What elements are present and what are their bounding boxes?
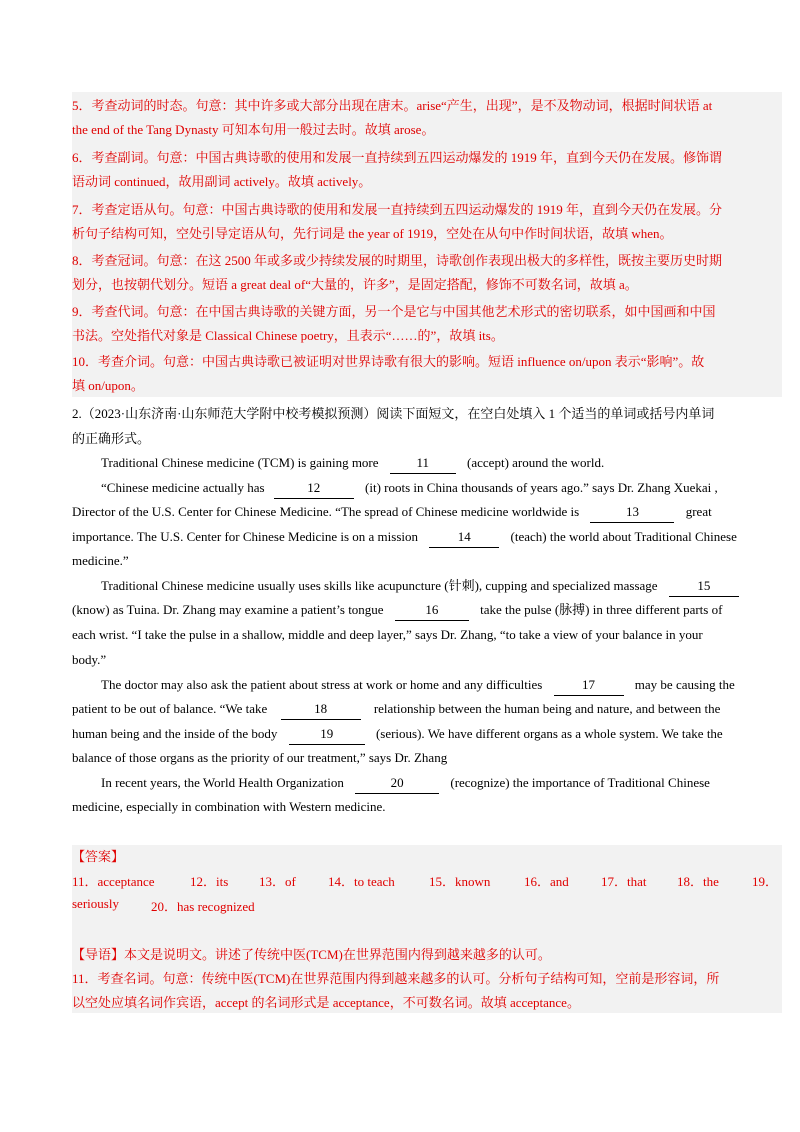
answer-item: seriously <box>72 896 119 911</box>
answer-item: 15．known <box>429 874 491 889</box>
blank-17[interactable]: 17 <box>554 675 624 696</box>
blank-14[interactable]: 14 <box>429 527 499 548</box>
explanation-line: 析句子结构可知，空处引导定语从句，先行词是 the year of 1919，空处在从句中作时间状语，故填 when。 <box>72 226 673 241</box>
passage-line: balance of those organs as the priority of our treatment,” says Dr. Zhang <box>72 750 448 765</box>
answer-label: 【答案】 <box>72 849 125 864</box>
answer-item: 19． <box>752 874 779 889</box>
passage-line: In recent years, the World Health Organization 20 (recognize) the importance of Traditional Chinese <box>101 773 782 794</box>
answer-item: 16．and <box>524 874 569 889</box>
passage-line: patient to be out of balance. “We take 18 relationship between the human being and nature, and between the <box>72 699 782 720</box>
question-header: 的正确形式。 <box>72 431 151 446</box>
blank-12[interactable]: 12 <box>274 478 354 499</box>
blank-16[interactable]: 16 <box>395 600 469 621</box>
blank-13[interactable]: 13 <box>590 502 674 523</box>
passage-line: The doctor may also ask the patient about stress at work or home and any difficulties 17 may be causing the <box>101 675 782 696</box>
passage-line: human being and the inside of the body 19 (serious). We have different organs as a whole system. We take the <box>72 724 782 745</box>
guide-line: 【导语】本文是说明文。讲述了传统中医(TCM)在世界范围内得到越来越多的认可。 <box>72 947 551 962</box>
explanation-line: 5．考查动词的时态。句意：其中许多或大部分出现在唐末。arise“产生，出现”，是不及物动词，根据时间状语 at <box>72 98 713 113</box>
explanation-line: 8．考查冠词。句意：在这 2500 年或多或少持续发展的时期里，诗歌创作表现出极大的多样性，既按主要历史时期 <box>72 253 723 268</box>
answer-item: 12．its <box>190 874 229 889</box>
passage-line: Traditional Chinese medicine (TCM) is gaining more 11 (accept) around the world. <box>101 453 782 474</box>
explanation-line: 6．考查副词。句意：中国古典诗歌的使用和发展一直持续到五四运动爆发的 1919 年，直到今天仍在发展。修饰谓 <box>72 150 723 165</box>
passage-line: (know) as Tuina. Dr. Zhang may examine a patient’s tongue 16 take the pulse (脉搏) in three different parts of <box>72 600 782 621</box>
explanation-line: 10．考查介词。句意：中国古典诗歌已被证明对世界诗歌有很大的影响。短语 influence on/upon 表示“影响”。故 <box>72 354 705 369</box>
blank-18[interactable]: 18 <box>281 699 361 720</box>
blank-15[interactable]: 15 <box>669 576 739 597</box>
answer-item: 14．to teach <box>328 874 395 889</box>
answer-item: 17．that <box>601 874 647 889</box>
passage-line: Traditional Chinese medicine usually uses skills like acupuncture (针刺), cupping and specialized massage 15 <box>101 576 800 597</box>
explanation-line: 语动词 continued，故用副词 actively。故填 actively。 <box>72 174 372 189</box>
answer-item: 18．the <box>677 874 719 889</box>
explanation-line: 7．考查定语从句。句意：中国古典诗歌的使用和发展一直持续到五四运动爆发的 1919 年，直到今天仍在发展。分 <box>72 202 723 217</box>
passage-line: medicine, especially in combination with Western medicine. <box>72 799 386 814</box>
blank-19[interactable]: 19 <box>289 724 365 745</box>
passage-line: “Chinese medicine actually has 12 (it) roots in China thousands of years ago.” says Dr. Zhang Xuekai , <box>101 478 782 499</box>
blank-20[interactable]: 20 <box>355 773 439 794</box>
passage-line: body.” <box>72 652 107 667</box>
explanation-line: 9．考查代词。句意：在中国古典诗歌的关键方面，另一个是它与中国其他艺术形式的密切联系，如中国画和中国 <box>72 304 716 319</box>
passage-line: Director of the U.S. Center for Chinese Medicine. “The spread of Chinese medicine worldwide is 13 great <box>72 502 782 523</box>
explanation-line: 书法。空处指代对象是 Classical Chinese poetry，且表示“……的”，故填 its。 <box>72 328 504 343</box>
explanation-line: 11．考查名词。句意：传统中医(TCM)在世界范围内得到越来越多的认可。分析句子结构可知，空前是形容词，所 <box>72 971 720 986</box>
explanation-line: 划分，也按朝代划分。短语 a great deal of“大量的，许多”，是固定搭配，修饰不可数名词，故填 a。 <box>72 277 638 292</box>
explanation-line: 填 on/upon。 <box>72 378 144 393</box>
explanation-line: the end of the Tang Dynasty 可知本句用一般过去时。故填 arose。 <box>72 122 435 137</box>
answer-item: 11．acceptance <box>72 874 155 889</box>
passage-line: medicine.” <box>72 553 129 568</box>
answer-item: 13．of <box>259 874 296 889</box>
passage-line: each wrist. “I take the pulse in a shallow, middle and deep layer,” says Dr. Zhang, “to take a view of your balance in your <box>72 627 703 642</box>
answer-item: 20．has recognized <box>151 899 255 914</box>
question-header: 2.（2023·山东济南·山东师范大学附中校考模拟预测）阅读下面短文，在空白处填入 1 个适当的单词或括号内单词 <box>72 406 715 421</box>
blank-11[interactable]: 11 <box>390 453 456 474</box>
explanation-line: 以空处应填名词作宾语，accept 的名词形式是 acceptance，不可数名词。故填 acceptance。 <box>72 995 580 1010</box>
passage-line: importance. The U.S. Center for Chinese Medicine is on a mission 14 (teach) the world about Traditional Chinese <box>72 527 782 548</box>
